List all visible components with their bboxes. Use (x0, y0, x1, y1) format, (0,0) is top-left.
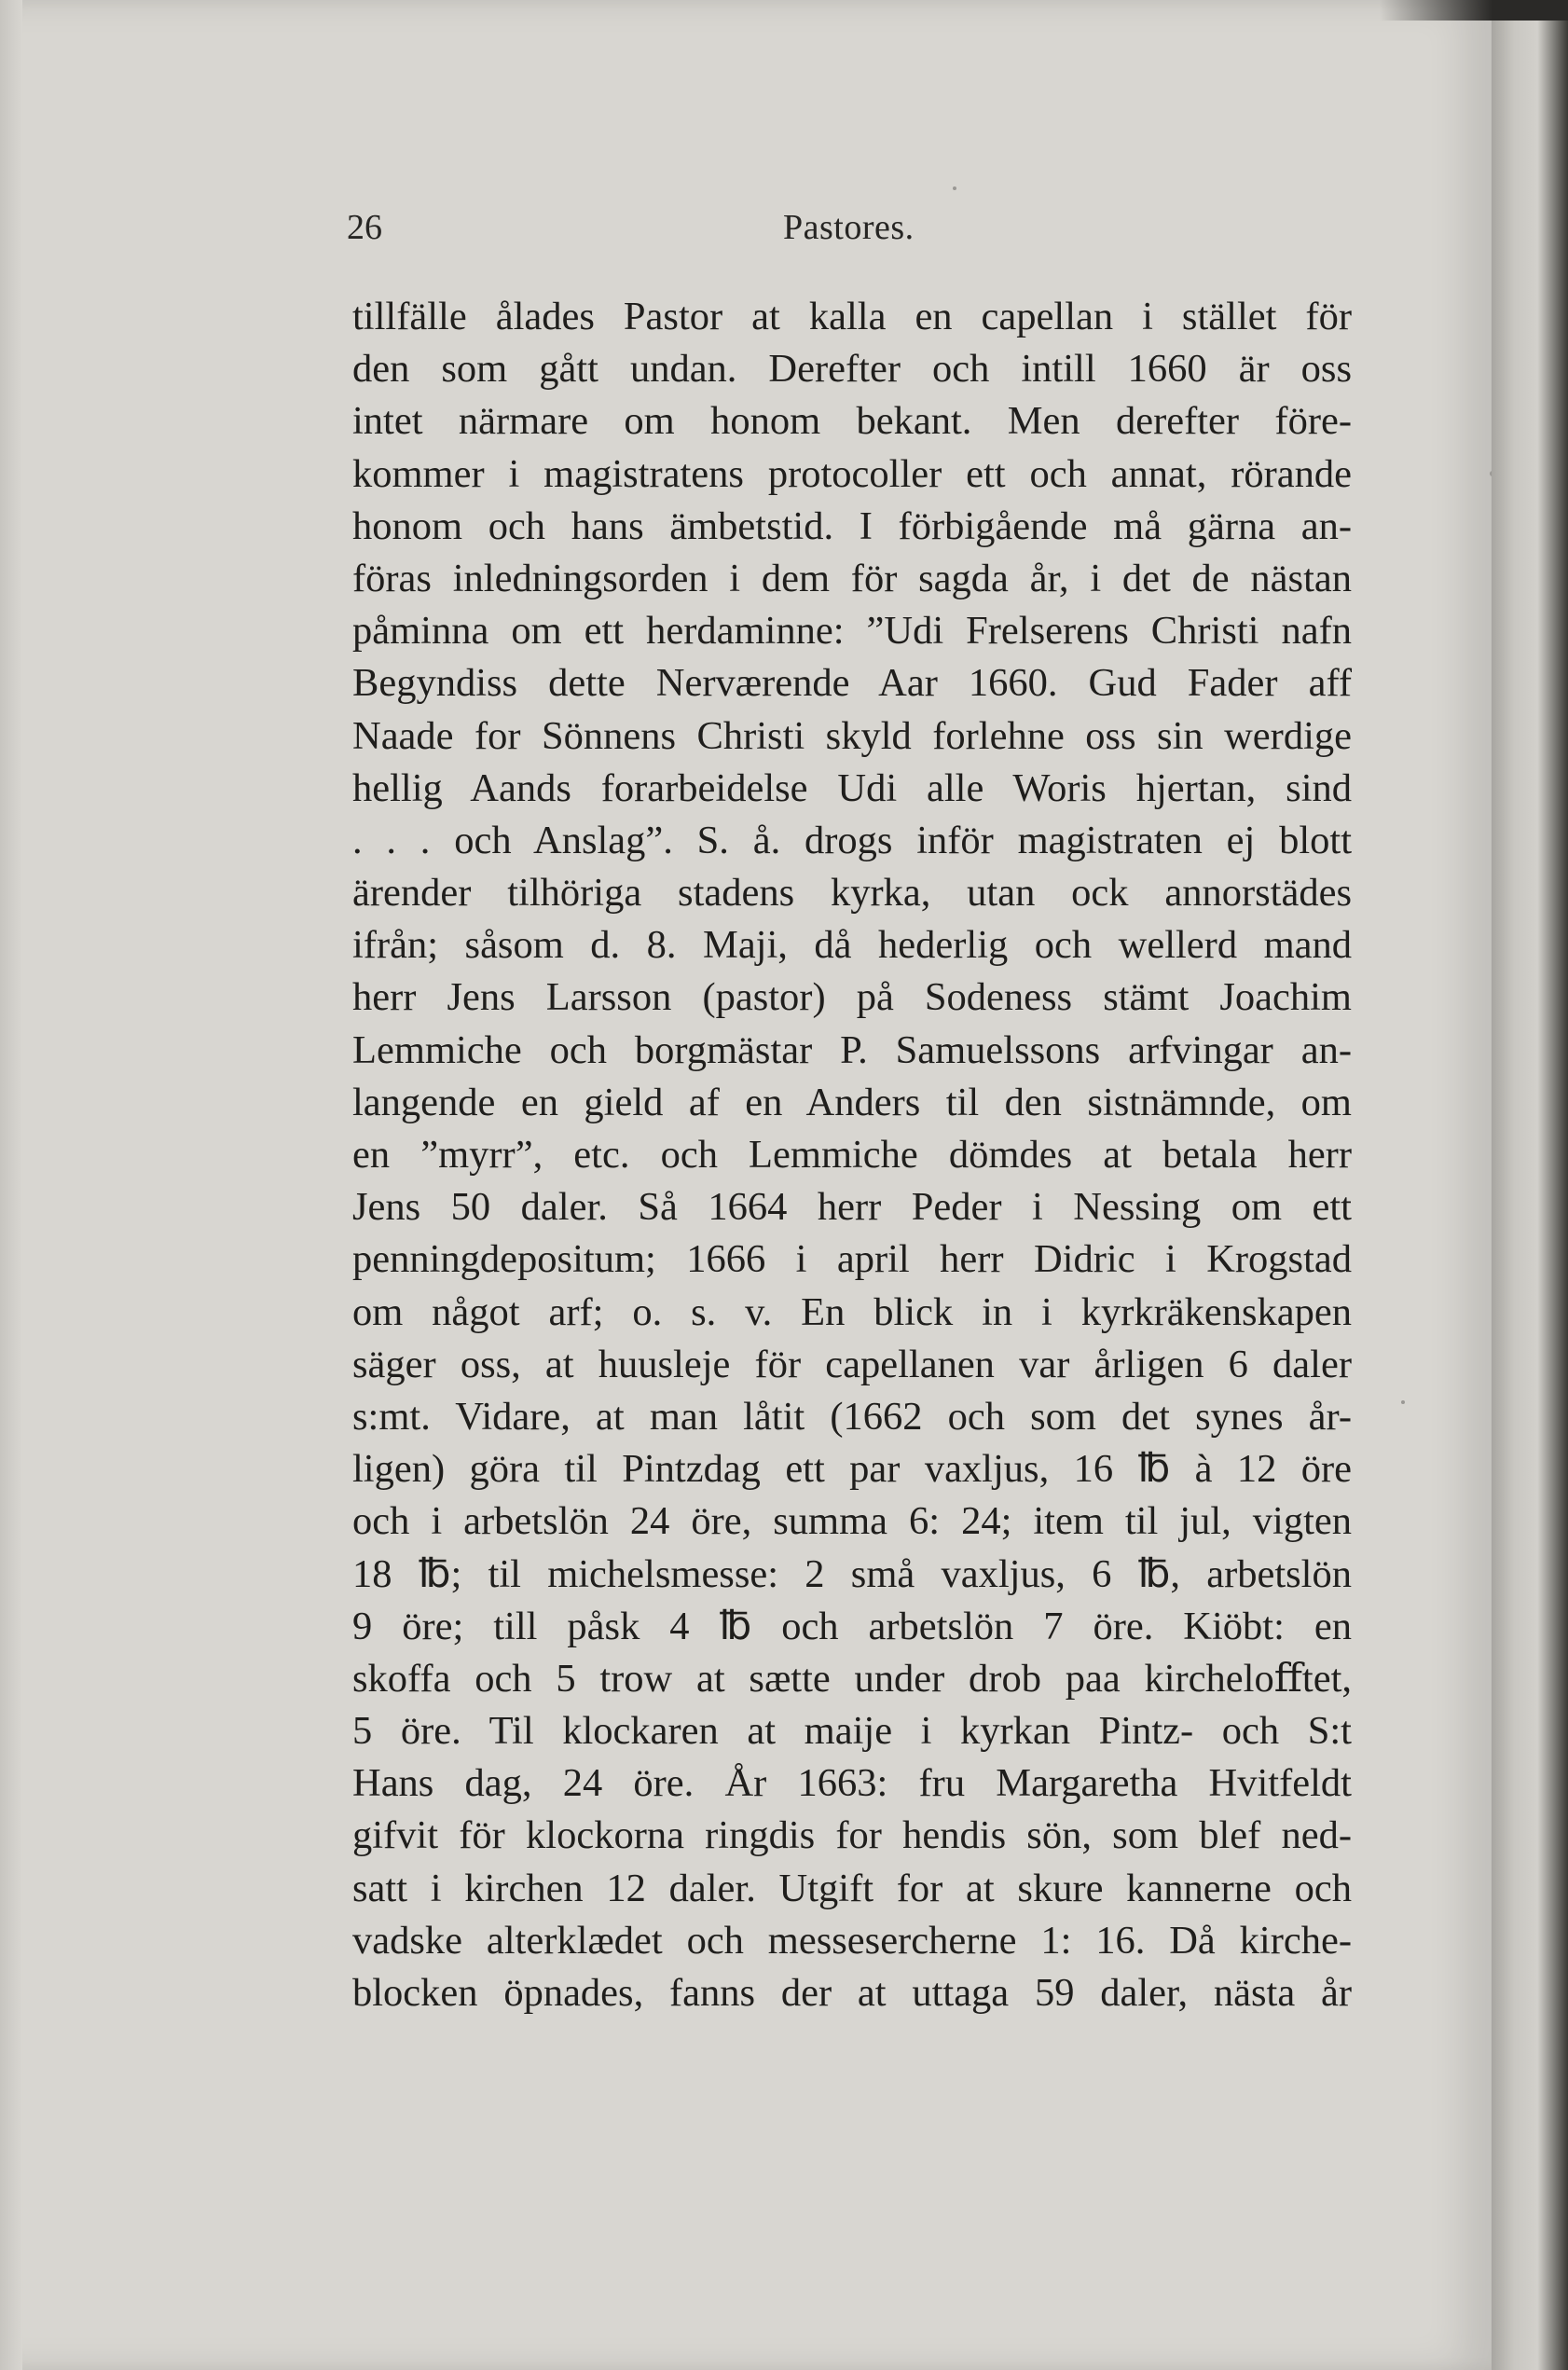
paper-speck (1401, 1400, 1405, 1404)
text-line: herr Jens Larsson (pastor) på Sodeness stämt Joachim (352, 975, 1352, 1020)
text-line: en ”myrr”, etc. och Lemmiche dömdes at betala herr (352, 1133, 1352, 1177)
text-line: 5 öre. Til klockaren at maije i kyrkan Pintz- och S:t (352, 1709, 1352, 1754)
page-gutter (0, 0, 22, 2370)
text-line: honom och hans ämbetstid. I förbigående må gärna an- (352, 503, 1352, 548)
text-line: den som gått undan. Derefter och intill 1660 är oss (352, 347, 1352, 392)
book-cover-edge (1380, 0, 1568, 21)
text-line: ärender tilhöriga stadens kyrka, utan ock annorstädes (352, 871, 1352, 916)
text-line: och i arbetslön 24 öre, summa 6: 24; item til jul, vigten (352, 1499, 1352, 1544)
text-line: s:mt. Vidare, at man låtit (1662 och som det synes år- (352, 1394, 1352, 1439)
text-line: satt i kirchen 12 daler. Utgift for at skure kannerne och (352, 1866, 1352, 1910)
text-line: kommer i magistratens protocoller ett och annat, rörande (352, 451, 1352, 496)
text-line: 18 ℔; til michelsmesse: 2 små vaxljus, 6 ℔, arbetslön (352, 1551, 1352, 1596)
text-line: intet närmare om honom bekant. Men derefter före- (352, 399, 1352, 444)
text-line: ifrån; såsom d. 8. Maji, då hederlig och wellerd mand (352, 923, 1352, 968)
running-title: Pastores. (783, 208, 915, 247)
body-text (352, 291, 1352, 2019)
paper-speck (953, 186, 956, 190)
text-line: Jens 50 daler. Så 1664 herr Peder i Nessing om ett (352, 1185, 1352, 1230)
page-number: 26 (347, 208, 382, 247)
page-header (347, 207, 1354, 254)
text-line: gifvit för klockorna ringdis for hendis sön, som blef ned- (352, 1813, 1352, 1858)
text-line: tillfälle ålades Pastor at kalla en capellan i stället för (352, 295, 1352, 338)
text-line: föras inledningsorden i dem för sagda år, i det de nästan (352, 556, 1352, 600)
text-line: hellig Aands forarbeidelse Udi alle Woris hjertan, sind (352, 765, 1352, 810)
text-line: skoffa och 5 trow at sætte under drob paa kircheloﬀtet, (352, 1656, 1352, 1701)
text-line: om något arf; o. s. v. En blick in i kyrkräkenskapen (352, 1289, 1352, 1334)
text-line: penningdepositum; 1666 i april herr Didric i Krogstad (352, 1237, 1352, 1282)
page-edge (1492, 0, 1568, 2370)
text-line: langende en gield af en Anders til den sistnämnde, om (352, 1080, 1352, 1124)
text-line: Lemmiche och borgmästar P. Samuelssons arfvingar an- (352, 1027, 1352, 1072)
text-line: Begyndiss dette Nerværende Aar 1660. Gud Fader aff (352, 661, 1352, 706)
text-line: ligen) göra til Pintzdag ett par vaxljus, 16 ℔ à 12 öre (352, 1447, 1352, 1492)
text-line: blocken öpnades, fanns der at uttaga 59 daler, nästa år (352, 1971, 1352, 2015)
text-line: Naade for Sönnens Christi skyld forlehne oss sin werdige (352, 713, 1352, 758)
text-line: påminna om ett herdaminne: ”Udi Frelserens Christi nafn (352, 609, 1352, 654)
text-line: . . . och Anslag”. S. å. drogs inför magistraten ej blott (352, 818, 1352, 862)
text-line: vadske alterklædet och messesercherne 1: 16. Då kirche- (352, 1918, 1352, 1963)
text-line: säger oss, at huusleje för capellanen var årligen 6 daler (352, 1342, 1352, 1386)
text-line: 9 öre; till påsk 4 ℔ och arbetslön 7 öre. Kiöbt: en (352, 1604, 1352, 1648)
text-line: Hans dag, 24 öre. År 1663: fru Margaretha Hvitfeldt (352, 1761, 1352, 1806)
